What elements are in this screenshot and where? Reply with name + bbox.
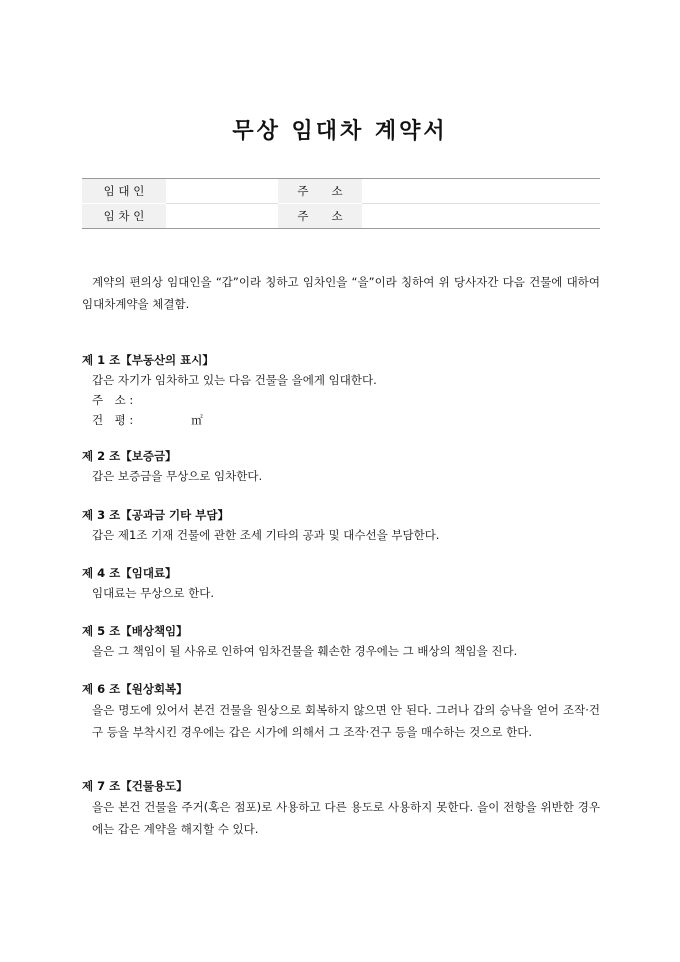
article-1 bbox=[82, 350, 600, 430]
document-title: 무상 임대차 계약서 bbox=[232, 119, 448, 144]
article-1-body: 갑은 자기가 임차하고 있는 다음 건물을 을에게 임대한다. bbox=[92, 373, 377, 387]
lessee-address-field[interactable] bbox=[362, 204, 600, 229]
article-4 bbox=[82, 563, 600, 603]
article-5-body: 을은 그 책임이 될 사유로 인하여 임차건물을 훼손한 경우에는 그 배상의 책임을 진다. bbox=[92, 644, 518, 658]
property-address-label: 주 소 : bbox=[92, 393, 134, 407]
lessee-label: 임 차 인 bbox=[82, 204, 166, 229]
article-3-body: 갑은 제1조 기재 건물에 관한 조세 기타의 공과 및 대수선을 부담한다. bbox=[92, 528, 440, 542]
lessor-label: 임 대 인 bbox=[82, 179, 166, 204]
article-2 bbox=[82, 446, 600, 486]
property-address bbox=[82, 390, 600, 410]
article-7-body: 을은 본건 건물을 주거(혹은 점포)로 사용하고 다른 용도로 사용하지 못한다. 을이 전항을 위반한 경우에는 갑은 계약을 해지할 수 있다. bbox=[92, 800, 600, 836]
article-2-heading: 제 2 조【보증금】 bbox=[82, 449, 177, 463]
article-3-heading: 제 3 조【공과금 기타 부담】 bbox=[82, 508, 229, 522]
article-1-heading: 제 1 조【부동산의 표시】 bbox=[82, 353, 214, 367]
property-area-label: 건 평 : bbox=[92, 413, 134, 427]
article-2-body: 갑은 보증금을 무상으로 임차한다. bbox=[92, 469, 263, 483]
lessor-row bbox=[82, 179, 600, 204]
article-3 bbox=[82, 505, 600, 545]
article-4-body: 임대료는 무상으로 한다. bbox=[92, 586, 215, 600]
article-5 bbox=[82, 621, 600, 661]
article-6 bbox=[82, 679, 600, 743]
lessee-address-label: 주 소 bbox=[278, 204, 362, 229]
property-area-unit: ㎡ bbox=[191, 413, 203, 427]
article-4-heading: 제 4 조【임대료】 bbox=[82, 566, 177, 580]
parties-table bbox=[82, 178, 600, 229]
article-7 bbox=[82, 776, 600, 840]
lessor-address-label: 주 소 bbox=[278, 179, 362, 204]
property-area bbox=[82, 410, 600, 430]
lessee-name-field[interactable] bbox=[166, 204, 278, 229]
article-7-heading: 제 7 조【건물용도】 bbox=[82, 779, 188, 793]
intro-paragraph bbox=[82, 271, 600, 315]
article-5-heading: 제 5 조【배상책임】 bbox=[82, 624, 188, 638]
intro-text: 계약의 편의상 임대인을 “갑”이라 칭하고 임차인을 “을”이라 칭하여 위 당사자간 다음 건물에 대하여 임대차계약을 체결함. bbox=[82, 275, 600, 311]
lessee-row bbox=[82, 204, 600, 229]
lessor-address-field[interactable] bbox=[362, 179, 600, 204]
lessor-name-field[interactable] bbox=[166, 179, 278, 204]
article-6-body: 을은 명도에 있어서 본건 건물을 원상으로 회복하지 않으면 안 된다. 그러나 갑의 승낙을 얻어 조작·건구 등을 부착시킨 경우에는 갑은 시가에 의해서 그 조작·건구 등을 매수하는 것으로 한다. bbox=[92, 703, 600, 739]
article-6-heading: 제 6 조【원상회복】 bbox=[82, 682, 188, 696]
